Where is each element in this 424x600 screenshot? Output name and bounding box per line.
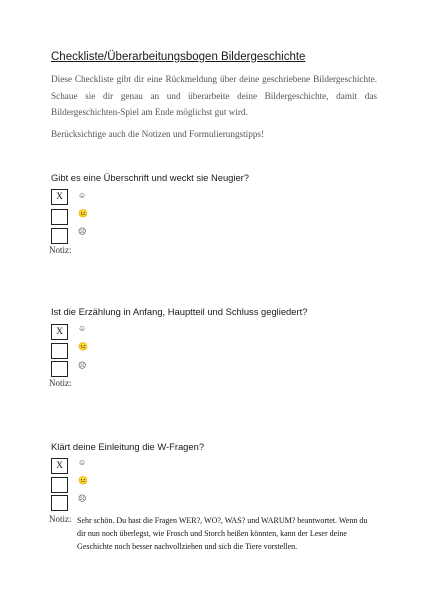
question-1-box-happy[interactable]: X xyxy=(51,189,68,205)
smiley-sad-icon: ☹ xyxy=(78,361,87,370)
smiley-happy-icon: ☺ xyxy=(78,324,87,333)
question-2-box-neutral[interactable] xyxy=(51,343,68,359)
question-3-box-neutral[interactable] xyxy=(51,477,68,493)
question-3-box-happy[interactable]: X xyxy=(51,458,68,474)
question-2-notiz-label: Notiz: xyxy=(49,378,72,388)
question-1-text: Gibt es eine Überschrift und weckt sie Neugier? xyxy=(51,172,250,183)
hint-text: Berücksichtige auch die Notizen und Formulierungstipps! xyxy=(51,129,265,139)
question-2-text: Ist die Erzählung in Anfang, Hauptteil und Schluss gegliedert? xyxy=(51,306,308,317)
question-2-box-happy[interactable]: X xyxy=(51,324,68,340)
smiley-sad-icon: ☹ xyxy=(78,227,87,236)
page-title: Checkliste/Überarbeitungsbogen Bildergeschichte xyxy=(51,51,306,63)
question-3-notiz-label: Notiz: xyxy=(49,514,72,524)
intro-paragraph: Diese Checkliste gibt dir eine Rückmeldung über deine geschriebene Bildergeschichte. Schaue sie dir genau an und überarbeite deine Bildergeschichte, damit das Bildergeschichten-Spiel am Ende möglichst gut wird. xyxy=(51,74,377,117)
question-3-box-sad[interactable] xyxy=(51,495,68,511)
question-1-box-sad[interactable] xyxy=(51,228,68,244)
smiley-neutral-icon: 😐 xyxy=(78,209,88,218)
question-3-note: Sehr schön. Du hast die Fragen WER?, WO?, WAS? und WARUM? beantwortet. Wenn du dir nun noch überlegst, wie Frosch und Storch heißen könnten, kann der Leser deine Geschichte noch besser nachvollziehen und sich die Tiere vorstellen. xyxy=(77,516,368,551)
question-3-text: Klärt deine Einleitung die W-Fragen? xyxy=(51,441,205,452)
question-1-notiz-label: Notiz: xyxy=(49,245,72,255)
smiley-neutral-icon: 😐 xyxy=(78,476,88,485)
smiley-happy-icon: ☺ xyxy=(78,458,87,467)
smiley-sad-icon: ☹ xyxy=(78,494,87,503)
question-2-box-sad[interactable] xyxy=(51,361,68,377)
question-1-box-neutral[interactable] xyxy=(51,209,68,225)
smiley-neutral-icon: 😐 xyxy=(78,342,88,351)
smiley-happy-icon: ☺ xyxy=(78,191,87,200)
